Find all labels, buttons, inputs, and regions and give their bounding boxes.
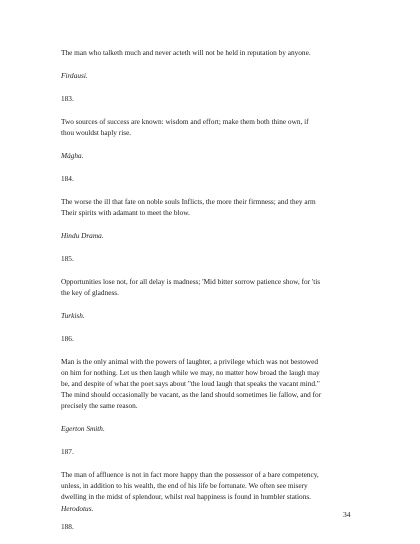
entry-number: 187. [61, 447, 74, 456]
quote-text-line: Man is the only animal with the powers of laughter, a privilege which was not bestowed [61, 357, 319, 366]
entry-number: 184. [61, 174, 74, 183]
quote-text-line: The man of affluence is not in fact more happy than the possessor of a bare competency, [61, 470, 319, 479]
quote-text-line: on him for nothing. Let us then laugh while we may, no matter how broad the laugh may [61, 368, 320, 377]
quote-attribution: Egerton Smith. [61, 424, 105, 433]
entry-number: 185. [61, 254, 74, 263]
entry-number: 186. [61, 334, 74, 343]
quote-text-line: The man who talketh much and never acteth will not be held in reputation by anyone. [61, 48, 311, 57]
quote-text-line: Opportunities lose not, for all delay is madness; 'Mid bitter sorrow patience show, for 'tis [61, 277, 321, 286]
quote-text-line: Two sources of success are known: wisdom and effort; make them both thine own, if [61, 117, 309, 126]
quote-text-line: Their spirits with adamant to meet the blow. [61, 208, 190, 217]
quote-text-line: unless, in addition to his wealth, the end of his life be fortunate. We often see misery [61, 481, 308, 490]
quote-attribution: Firdausi. [61, 71, 88, 80]
quote-attribution: Herodotus. [61, 504, 94, 513]
quote-text-line: dwelling in the midst of splendour, whilst real happiness is found in humbler stations. [61, 492, 312, 501]
entry-number: 188. [61, 522, 74, 531]
quote-text-line: The mind should occasionally be vacant, as the land should sometimes lie fallow, and for [61, 390, 322, 399]
quote-text-line: the key of gladness. [61, 288, 119, 297]
entry-number: 183. [61, 94, 74, 103]
quote-text-line: precisely the same reason. [61, 401, 138, 410]
quote-text-line: The worse the ill that fate on noble souls Inflicts, the more their firmness; and they arm [61, 197, 316, 206]
quote-attribution: Mágha. [61, 151, 84, 160]
page-number: 34 [343, 510, 351, 519]
quote-text-line: be, and despite of what the poet says about "the loud laugh that speaks the vacant mind." [61, 379, 320, 388]
quote-text-line: thou wouldst haply rise. [61, 128, 132, 137]
quote-attribution: Turkish. [61, 311, 85, 320]
quote-attribution: Hindu Drama. [61, 231, 104, 240]
